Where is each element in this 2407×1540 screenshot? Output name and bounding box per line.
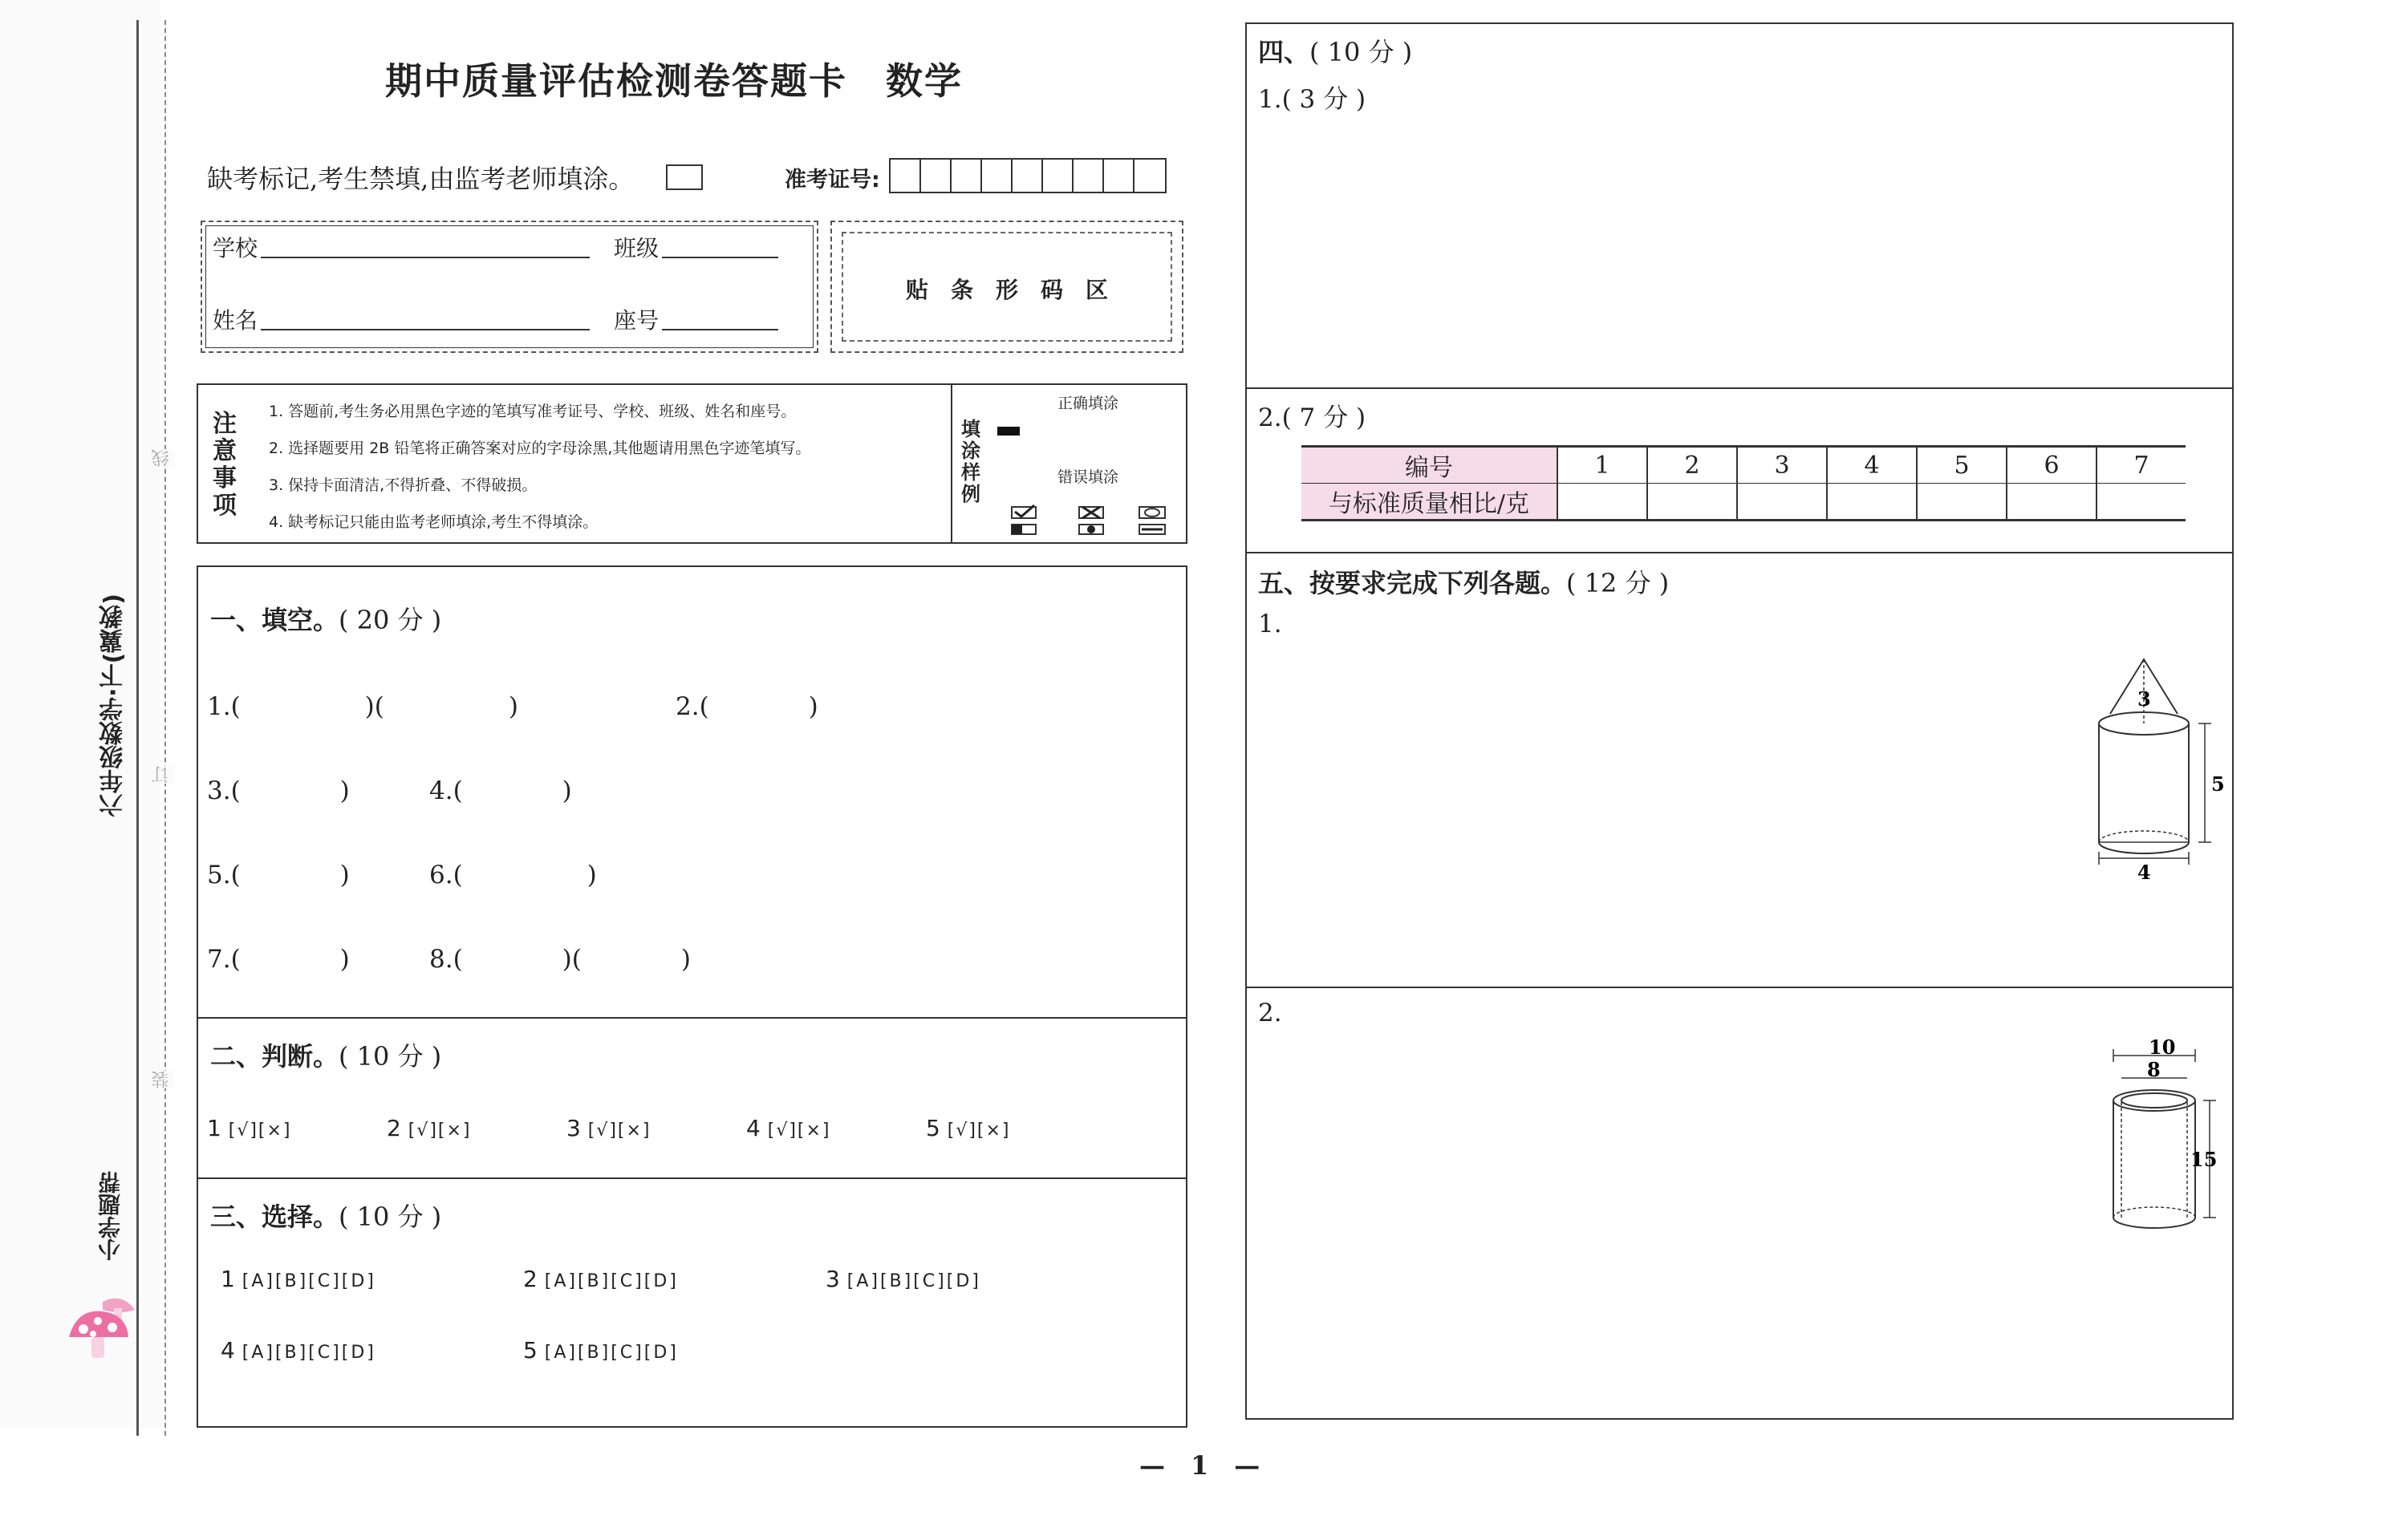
mass-table-cell-7[interactable]	[2096, 484, 2186, 521]
tf-item-1[interactable]: 1 [√][×]	[207, 1115, 292, 1141]
absent-mark-text: 缺考标记,考生禁填,由监考老师填涂。	[207, 164, 635, 194]
mass-table-col-1: 1	[1557, 447, 1647, 484]
grade-label: 六年级数学·下(冀教)	[99, 594, 128, 817]
fill-sample-label: 填涂样例	[961, 418, 980, 505]
name-field[interactable]	[261, 329, 590, 330]
blank-q1[interactable]: 1.( )( )	[207, 692, 518, 721]
barcode-label: 贴 条 形 码 区	[905, 277, 1108, 303]
inner-diameter-label: 8	[2147, 1058, 2161, 1081]
tf-item-3[interactable]: 3 [√][×]	[566, 1115, 651, 1141]
mass-table-col-6: 6	[2007, 447, 2096, 484]
student-info-box	[201, 221, 818, 353]
brand-label: 小学题帮	[97, 1171, 124, 1261]
mass-table-cell-1[interactable]	[1557, 484, 1647, 521]
notice-label: 注意事项	[213, 410, 237, 520]
section4-heading: 四、( 10 分 )	[1258, 37, 1413, 67]
blank-q5[interactable]: 5.( )	[207, 861, 350, 890]
notice-item-3: 3. 保持卡面清洁,不得折叠、不得破损。	[269, 476, 538, 494]
blank-q2[interactable]: 2.( )	[676, 692, 818, 721]
mc-item-2[interactable]: 2 [A][B][C][D]	[523, 1266, 679, 1292]
blank-q8[interactable]: 8.( )( )	[429, 945, 691, 974]
exam-id-label: 准考证号:	[785, 168, 880, 192]
mass-table-col-5: 5	[1917, 447, 2007, 484]
mass-table-cell-2[interactable]	[1647, 484, 1737, 521]
wrong-fill-label: 错误填涂	[1057, 468, 1119, 486]
notice-item-4: 4. 缺考标记只能由监考老师填涂,考生不得填涂。	[269, 513, 599, 531]
mc-item-1[interactable]: 1 [A][B][C][D]	[221, 1266, 376, 1292]
blank-q6[interactable]: 6.( )	[429, 861, 597, 890]
class-field[interactable]	[662, 257, 778, 258]
binding-line-solid	[136, 20, 139, 1436]
page-number: — 1 —	[1139, 1450, 1260, 1481]
section4-q1: 1.( 3 分 )	[1258, 85, 1366, 114]
exam-id-cells[interactable]	[889, 158, 1167, 193]
school-label: 学校	[213, 235, 258, 261]
bind-mark-line: 线	[149, 449, 174, 467]
cone-cylinder-figure	[2070, 650, 2230, 882]
section3-heading: 三、选择。( 10 分 )	[210, 1202, 442, 1232]
section2-heading: 二、判断。( 10 分 )	[210, 1041, 442, 1072]
outer-diameter-label: 10	[2149, 1035, 2176, 1059]
cylinder-diameter-label: 4	[2137, 861, 2151, 882]
page-title: 期中质量评估检测卷答题卡 数学	[385, 59, 963, 103]
section4-q2: 2.( 7 分 )	[1258, 403, 1366, 432]
mass-table-cell-6[interactable]	[2007, 484, 2096, 521]
mass-table-header-label: 编号	[1301, 447, 1557, 484]
mass-table-col-7: 7	[2096, 447, 2186, 484]
mass-table-row-label: 与标准质量相比/克	[1301, 484, 1557, 521]
blank-q3[interactable]: 3.( )	[207, 776, 350, 805]
hollow-height-label: 15	[2190, 1148, 2218, 1171]
class-label: 班级	[614, 235, 660, 261]
tf-item-4[interactable]: 4 [√][×]	[746, 1115, 831, 1141]
mass-table-col-2: 2	[1647, 447, 1737, 484]
cone-height-label: 3	[2137, 687, 2151, 711]
correct-fill-label: 正确填涂	[1057, 395, 1119, 412]
mass-table-cell-5[interactable]	[1917, 484, 2007, 521]
bind-mark-bind: 装	[149, 1071, 174, 1088]
wrong-fill-samples-icon	[1007, 504, 1183, 539]
binding-line-dashed	[164, 20, 166, 1436]
cylinder-height-label: 5	[2211, 772, 2225, 796]
mushroom-logo-icon	[64, 1287, 144, 1364]
notice-item-1: 1. 答题前,考生务必用黑色字迹的笔填写准考证号、学校、班级、姓名和座号。	[269, 403, 797, 420]
correct-fill-mark	[997, 427, 1020, 436]
mc-item-4[interactable]: 4 [A][B][C][D]	[221, 1337, 376, 1364]
section5-heading: 五、按要求完成下列各题。( 12 分 )	[1258, 568, 1670, 598]
absent-mark-box[interactable]	[666, 164, 703, 190]
section1-heading: 一、填空。( 20 分 )	[210, 605, 442, 635]
section5-q2: 2.	[1258, 999, 1282, 1027]
mass-table-cell-4[interactable]	[1827, 484, 1917, 521]
seat-field[interactable]	[662, 329, 778, 330]
mass-table-col-4: 4	[1827, 447, 1917, 484]
seat-label: 座号	[614, 307, 660, 334]
tf-item-2[interactable]: 2 [√][×]	[387, 1115, 472, 1141]
school-field[interactable]	[261, 257, 590, 258]
notice-item-2: 2. 选择题要用 2B 铅笔将正确答案对应的字母涂黑,其他题请用黑色字迹笔填写。	[269, 440, 811, 457]
mass-table-col-3: 3	[1737, 447, 1827, 484]
mc-item-5[interactable]: 5 [A][B][C][D]	[523, 1337, 679, 1364]
mass-table	[1301, 445, 2186, 521]
blank-q4[interactable]: 4.( )	[429, 776, 572, 805]
bind-mark-order: 订	[149, 766, 174, 784]
tf-item-5[interactable]: 5 [√][×]	[926, 1115, 1011, 1141]
mass-table-cell-3[interactable]	[1737, 484, 1827, 521]
section5-q1: 1.	[1258, 610, 1282, 638]
name-label: 姓名	[213, 307, 258, 334]
hollow-cylinder-figure	[2102, 1035, 2239, 1243]
mc-item-3[interactable]: 3 [A][B][C][D]	[826, 1266, 981, 1292]
blank-q7[interactable]: 7.( )	[207, 945, 350, 974]
